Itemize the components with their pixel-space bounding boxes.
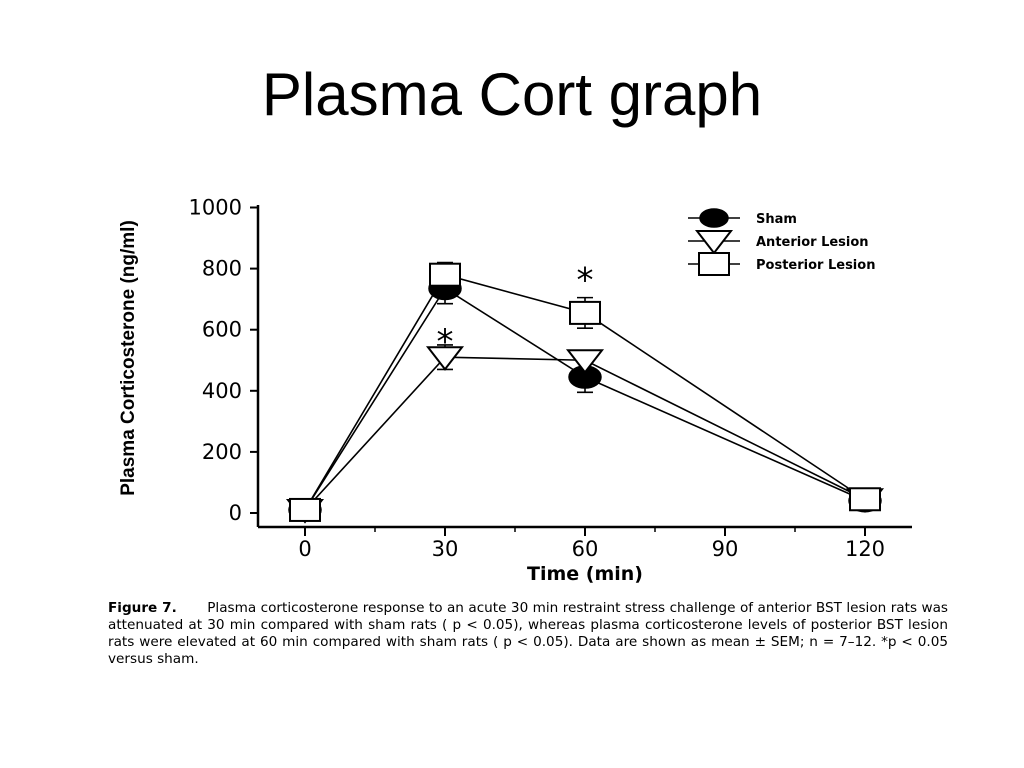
significance-asterisk: * bbox=[576, 260, 594, 301]
y-axis-label: Plasma Corticosterone (ng/ml) bbox=[118, 220, 139, 496]
y-tick-label: 200 bbox=[201, 439, 242, 464]
x-tick-label: 30 bbox=[431, 537, 459, 561]
chart-axes bbox=[118, 196, 912, 586]
chart-series bbox=[288, 262, 882, 521]
legend-label: Anterior Lesion bbox=[756, 235, 869, 250]
legend-marker bbox=[699, 253, 729, 275]
legend-marker bbox=[700, 209, 728, 227]
x-tick-label: 0 bbox=[298, 537, 312, 561]
chart-legend bbox=[688, 209, 875, 275]
markers-anterior-lesion bbox=[288, 347, 882, 522]
legend-label: Sham bbox=[756, 212, 797, 227]
data-point bbox=[570, 302, 600, 324]
data-point bbox=[430, 264, 460, 286]
data-point bbox=[290, 499, 320, 521]
y-tick-label: 1000 bbox=[188, 195, 242, 220]
data-point bbox=[850, 488, 880, 510]
y-tick-label: 800 bbox=[201, 256, 242, 281]
caption-text: Plasma corticosterone response to an acute 30 min restraint stress challenge of anterior BST lesion rats was attenuated at 30 min compared with sham rats ( p < 0.05), whereas plasma corticosterone levels of posterior BST lesion rats were elevated at 60 min compared with sham rats ( p < 0.05). Data are shown as mean ± SEM; n = 7–12. *p < 0.05 versus sham. bbox=[108, 600, 948, 667]
figure-caption bbox=[108, 600, 948, 668]
slide-title: Plasma Cort graph bbox=[261, 61, 763, 128]
x-tick-label: 120 bbox=[844, 537, 886, 561]
x-tick-label: 90 bbox=[711, 537, 739, 561]
y-tick-label: 0 bbox=[228, 501, 242, 525]
y-tick-label: 400 bbox=[201, 378, 242, 403]
x-tick-label: 60 bbox=[571, 537, 599, 561]
x-axis-label: Time (min) bbox=[527, 563, 643, 585]
legend-marker bbox=[697, 231, 731, 253]
significance-asterisk: * bbox=[436, 321, 454, 362]
y-tick-label: 600 bbox=[201, 317, 242, 342]
legend-label: Posterior Lesion bbox=[756, 258, 876, 273]
caption-label: Figure 7. bbox=[108, 600, 177, 616]
